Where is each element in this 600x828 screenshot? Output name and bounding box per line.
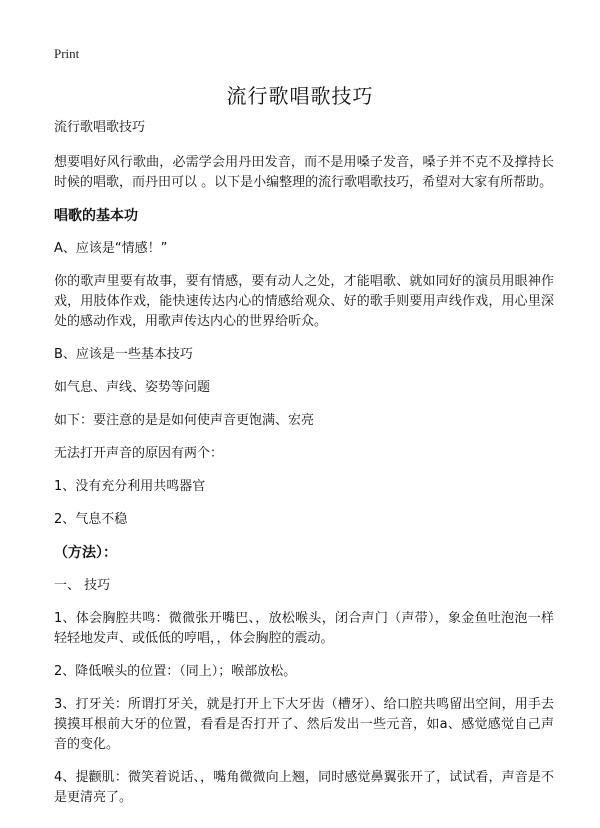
note-paragraph: 如下：要注意的是是如何使声音更饱满、宏亮: [54, 413, 315, 428]
skill-item-3: 3、打牙关：所谓打牙关，就是打开上下大牙齿（槽牙）、给口腔共鸣留出空间，用手去摸摸耳根前大牙的位置，看看是否打开了、然后发出一些元音，如a、感觉感觉自己声音的变化。: [54, 697, 554, 752]
skill-item-2: 2、降低喉头的位置：（同上）；喉部放松。: [54, 664, 297, 679]
print-link[interactable]: Print: [54, 46, 80, 61]
reasons-intro: 无法打开声音的原因有两个：: [54, 446, 224, 461]
reason-item-1: 1、没有充分利用共鸣器官: [54, 479, 206, 494]
page-title: 流行歌唱歌技巧: [226, 84, 374, 108]
document-body: [54, 118, 554, 821]
point-a-body: 你的歌声里要有故事，要有情感，要有动人之处，才能唱歌、就如同好的演员用眼神作戏，用肢体作戏，能快速传达内心的情感给观众、好的歌手则要用声线作戏，用心里深处的感动作戏，用歌声传达内心的世界给听众。: [54, 274, 554, 329]
point-a-title: A、应该是“情感！”: [54, 241, 168, 256]
method-heading: （方法）：: [54, 545, 117, 561]
point-b-title: B、应该是一些基本技巧: [54, 347, 193, 362]
intro-paragraph: 想要唱好风行歌曲，必需学会用丹田发音，而不是用嗓子发音，嗓子并不克不及撑持长时候的唱歌，而丹田可以 。以下是小编整理的流行歌唱歌技巧，希望对大家有所帮助。: [54, 155, 554, 190]
point-b-body: 如气息、声线、姿势等问题: [54, 380, 211, 395]
reason-item-2: 2、气息不稳: [54, 512, 128, 527]
skill-item-4: 4、提颧肌：微笑着说话、，嘴角微微向上翘，同时感觉鼻翼张开了，试试看，声音是不是更清亮了。: [54, 770, 554, 805]
section-heading: 唱歌的基本功: [54, 208, 138, 224]
subtitle-paragraph: 流行歌唱歌技巧: [54, 120, 146, 135]
skill-item-1: 1、体会胸腔共鸣：微微张开嘴巴、，放松喉头，闭合声门（声带），象金鱼吐泡泡一样轻轻地发声、或低低的哼唱，，体会胸腔的震动。: [54, 611, 554, 646]
skills-heading: 一、 技巧: [54, 578, 111, 593]
